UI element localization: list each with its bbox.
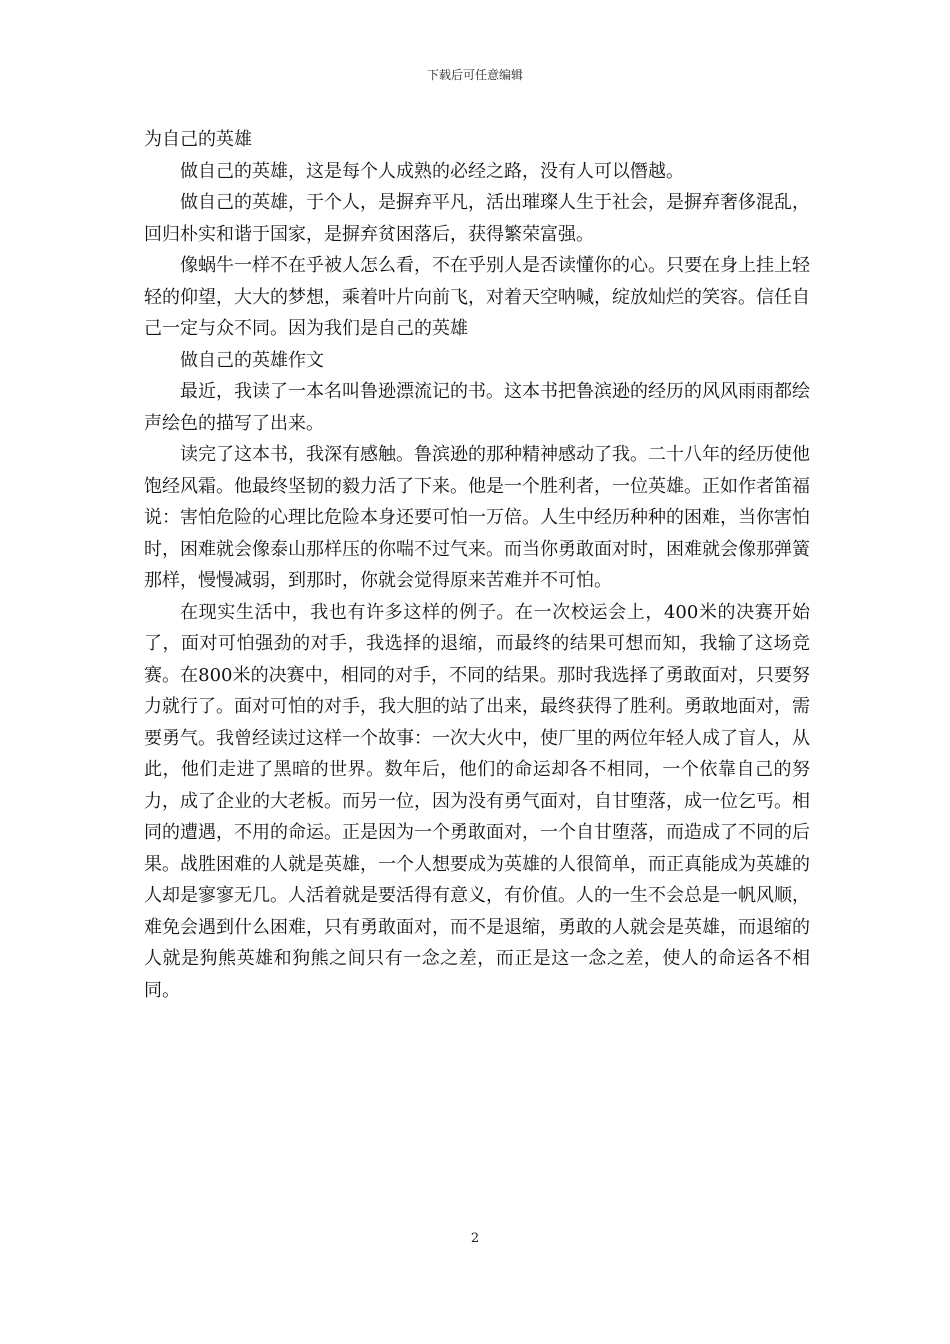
paragraph: 做自己的英雄，这是每个人成熟的必经之路，没有人可以僭越。: [180, 160, 684, 182]
paragraph: 在现实生活中，我也有许多这样的例子。在一次校运会上，400米的决赛开始了，面对可怕强劲的对手，我选择的退缩，而最终的结果可想而知，我输了这场竞赛。在800米的决赛中，相同的对手，不同的结果。那时我选择了勇敢面对，只要努力就行了。面对可怕的对手，我大胆的站了出来，最终获得了胜利。勇敢地面对，需要勇气。我曾经读过这样一个故事：一次大火中，使厂里的两位年轻人成了盲人，从此，他们走进了黑暗的世界。数年后，他们的命运却各不相同，一个依靠自己的努力，成了企业的大老板。而另一位，因为没有勇气面对，自甘堕落，成一位乞丐。相同的遭遇，不用的命运。正是因为一个勇敢面对，一个自甘堕落，而造成了不同的后果。战胜困难的人就是英雄，一个人想要成为英雄的人很简单，而正真能成为英雄的人却是寥寥无几。人活着就是要活得有意义，有价值。人的一生不会总是一帆风顺，难免会遇到什么困难，只有勇敢面对，而不是退缩，勇敢的人就会是英雄，而退缩的人就是狗熊英雄和狗熊之间只有一念之差，而正是这一念之差，使人的命运各不相同。: [144, 601, 810, 1001]
page-header: 下载后可任意编辑: [426, 68, 523, 82]
page-number: 2: [470, 1231, 480, 1246]
section-title: 做自己的英雄作文: [180, 349, 324, 371]
document-heading: 为自己的英雄: [144, 129, 252, 150]
paragraph: 做自己的英雄，于个人，是摒弃平凡，活出璀璨人生于社会，是摒弃奢侈混乱，回归朴实和谐于国家，是摒弃贫困落后，获得繁荣富强。: [144, 192, 810, 245]
paragraph: 像蜗牛一样不在乎被人怎么看，不在乎别人是否读懂你的心。只要在身上挂上轻轻的仰望，大大的梦想，乘着叶片向前飞，对着天空呐喊，绽放灿烂的笑容。信任自己一定与众不同。因为我们是自己的英雄: [144, 255, 810, 339]
document-body: [144, 124, 810, 1006]
paragraph: 最近，我读了一本名叫鲁逊漂流记的书。这本书把鲁滨逊的经历的风风雨雨都绘声绘色的描写了出来。: [144, 381, 810, 434]
paragraph: 读完了这本书，我深有感触。鲁滨逊的那种精神感动了我。二十八年的经历使他饱经风霜。他最终坚韧的毅力活了下来。他是一个胜利者，一位英雄。正如作者笛福说：害怕危险的心理比危险本身还要可怕一万倍。人生中经历种种的困难，当你害怕时，困难就会像泰山那样压的你喘不过气来。而当你勇敢面对时，困难就会像那弹簧那样，慢慢减弱，到那时，你就会觉得原来苦难并不可怕。: [144, 444, 810, 591]
